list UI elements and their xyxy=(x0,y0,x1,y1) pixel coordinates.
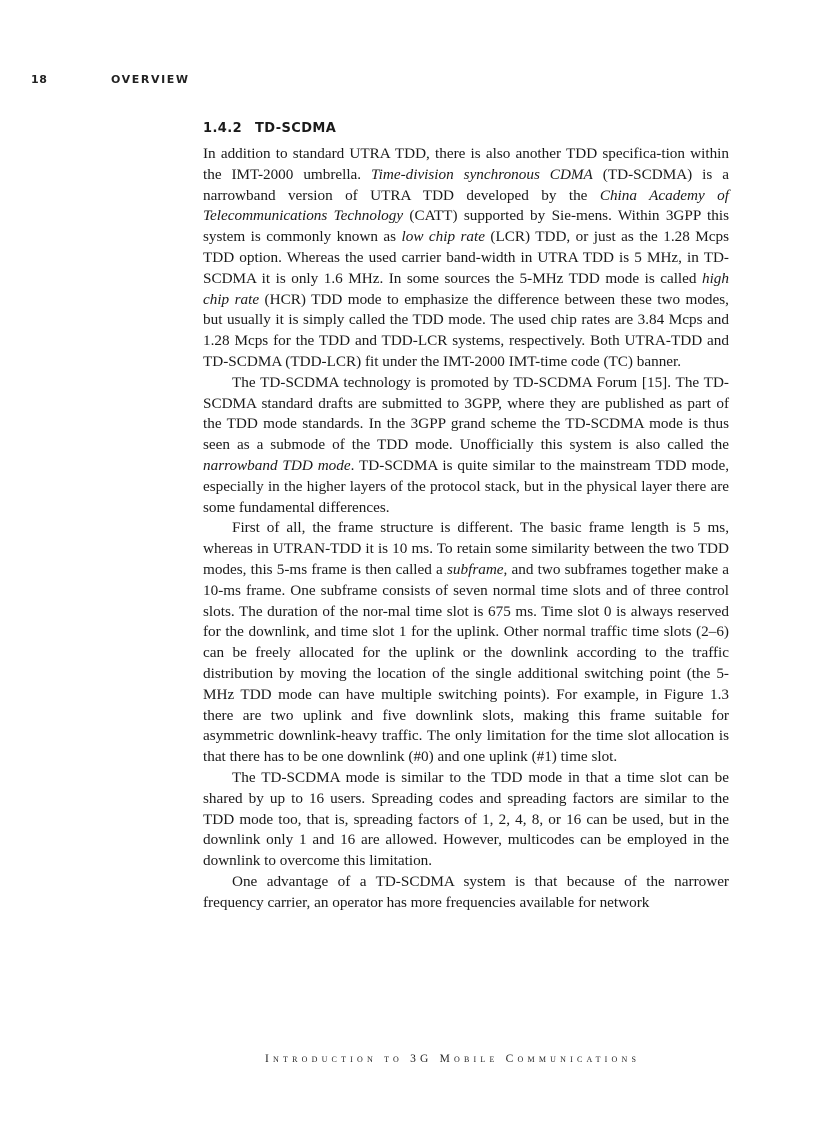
page-number: 18 xyxy=(31,73,48,86)
text-run: (TD-SCDMA) is a narrowband version of UTRA TDD developed by the xyxy=(203,165,729,204)
text-run: , and two subframes together make a 10-ms frame. One subframe consists of seven normal time slots and of three control slots. The duration of the nor-mal time slot is 675 ms. Time slot 0 is always reserved for the downlink, and time slot 1 for the uplink. Other normal traffic time slots (2–6) can be freely allocated for the uplink or the downlink according to the traffic distribution by moving the location of the single additional switching point (the 5-MHz TDD mode can have multiple switching points). For example, in Figure 1.3 there are two uplink and five downlink slots, making this frame suitable for asymmetric downlink-heavy traffic. The only limitation for the time slot allocation is that there has to be one downlink (#0) and one uplink (#1) time slot. xyxy=(203,560,729,766)
italic-text: narrowband TDD mode xyxy=(203,456,351,474)
paragraph xyxy=(203,872,729,914)
text-run: The TD-SCDMA technology is promoted by TD-SCDMA Forum [15]. The TD-SCDMA standard drafts are submitted to 3GPP, where they are published as part of the TDD mode standards. In the 3GPP grand scheme the TD-SCDMA mode is thus seen as a submode of the TDD mode. Unofficially this system is also called the xyxy=(203,373,729,454)
italic-text: China Academy of Telecommunications Technology xyxy=(203,186,729,225)
section-number: 1.4.2 xyxy=(203,121,243,136)
paragraph xyxy=(203,144,729,373)
text-run: . TD-SCDMA is quite similar to the mainstream TDD mode, especially in the higher layers of the protocol stack, but in the physical layer there are some fundamental differences. xyxy=(203,456,729,516)
text-run: In addition to standard UTRA TDD, there is also another TDD specifica-tion within the IMT-2000 umbrella. xyxy=(203,145,729,183)
text-run: First of all, the frame structure is different. The basic frame length is 5 ms, whereas in UTRAN-TDD it is 10 ms. To retain some similarity between the two TDD modes, this 5-ms frame is then called a xyxy=(203,519,729,578)
chapter-title: OVERVIEW xyxy=(111,73,190,86)
section-title: TD-SCDMA xyxy=(255,121,337,136)
text-run: (LCR) TDD, or just as the 1.28 Mcps TDD option. Whereas the used carrier band-width in UTRA TDD is 5 MHz, in TD-SCDMA it is only 1.6 MHz. In some sources the 5-MHz TDD mode is called xyxy=(203,228,730,287)
text-run: One advantage of a TD-SCDMA system is that because of the narrower frequency carrier, an operator has more frequencies available for network xyxy=(203,872,729,911)
text-run: (HCR) TDD mode to emphasize the difference between these two modes, but usually it is simply called the TDD mode. The used chip rates are 3.84 Mcps and 1.28 Mcps for the TDD and TDD-LCR systems, respectively. Both UTRA-TDD and TD-SCDMA (TDD-LCR) fit under the IMT-2000 IMT-time code (TC) banner. xyxy=(203,290,729,370)
section-heading xyxy=(203,121,336,136)
paragraph xyxy=(203,518,729,768)
paragraph xyxy=(203,768,729,872)
italic-text: subframe xyxy=(447,560,504,578)
paragraph xyxy=(203,373,729,519)
book-title: Introduction to 3G Mobile Communications xyxy=(265,1053,641,1065)
body-text xyxy=(203,144,729,913)
text-run: (CATT) supported by Sie-mens. Within 3GPP this system is commonly known as xyxy=(203,207,729,246)
text-run: The TD-SCDMA mode is similar to the TDD mode in that a time slot can be shared by up to 16 users. Spreading codes and spreading factors are similar to the TDD mode too, that is, spreading factors of 1, 2, 4, 8, or 16 can be used, but in the downlink only 1 and 16 are allowed. However, multicodes can be employed in the downlink to overcome this limitation. xyxy=(203,768,729,870)
italic-text: high chip rate xyxy=(203,269,729,308)
running-foot xyxy=(265,1053,640,1065)
italic-text: low chip rate xyxy=(401,228,485,246)
italic-text: Time-division synchronous CDMA xyxy=(371,165,593,183)
running-head xyxy=(31,73,190,86)
